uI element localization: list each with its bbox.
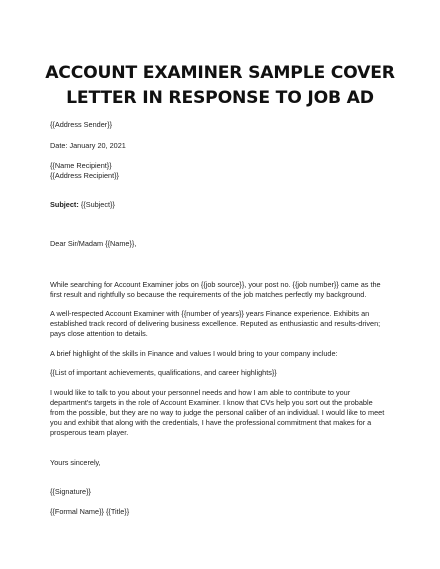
address-recipient: {{Address Recipient}} [50, 171, 119, 180]
formal-name: {{Formal Name}} {{Title}} [50, 507, 130, 516]
signature: {{Signature}} [50, 487, 91, 496]
paragraph-2-line-2: established track record of delivering business excellence. Reputed as enthusiastic and results-driven; [50, 319, 381, 328]
paragraph-5-line-1: I would like to talk to you about your personnel needs and how I am able to contribute to your [50, 388, 351, 397]
paragraph-2-line-1: A well-respected Account Examiner with {{number of years}} years Finance experience. Exhibits an [50, 309, 370, 318]
paragraph-5-line-5: prosperous team player. [50, 428, 129, 437]
closing: Yours sincerely, [50, 458, 101, 467]
subject-label: Subject: [50, 200, 79, 209]
paragraph-1-line-1: While searching for Account Examiner jobs on {{job source}}, your post no. {{job number}} came as the [50, 280, 381, 289]
paragraph-5-line-4: you and exhibit that along with the credentials, I have the professional commitment that makes for a [50, 418, 372, 427]
salutation: Dear Sir/Madam {{Name}}, [50, 239, 137, 248]
paragraph-1-line-2: first result and rightfully so because the requirements of the job matches perfectly my background. [50, 290, 367, 299]
letter-date: Date: January 20, 2021 [50, 141, 126, 150]
paragraph-5-line-2: department's targets in the role of Account Examiner. I know that CVs help you sort out the probable [50, 398, 373, 407]
paragraph-2-line-3: pays close attention to details. [50, 329, 148, 338]
name-recipient: {{Name Recipient}} [50, 161, 112, 170]
paragraph-5-line-3: from the possible, but they are no way to judge the personal caliber of an individual. I would like to meet [50, 408, 385, 417]
paragraph-3: A brief highlight of the skills in Finance and values I would bring to your company include: [50, 349, 338, 358]
subject-value: {{Subject}} [78, 200, 115, 209]
page-title [0, 61, 440, 111]
address-sender: {{Address Sender}} [50, 120, 113, 129]
title-line-2: LETTER IN RESPONSE TO JOB AD [66, 88, 374, 108]
subject-line [50, 200, 115, 211]
title-line-1: ACCOUNT EXAMINER SAMPLE COVER [45, 63, 395, 83]
paragraph-4: {{List of important achievements, qualifications, and career highlights}} [50, 368, 277, 377]
